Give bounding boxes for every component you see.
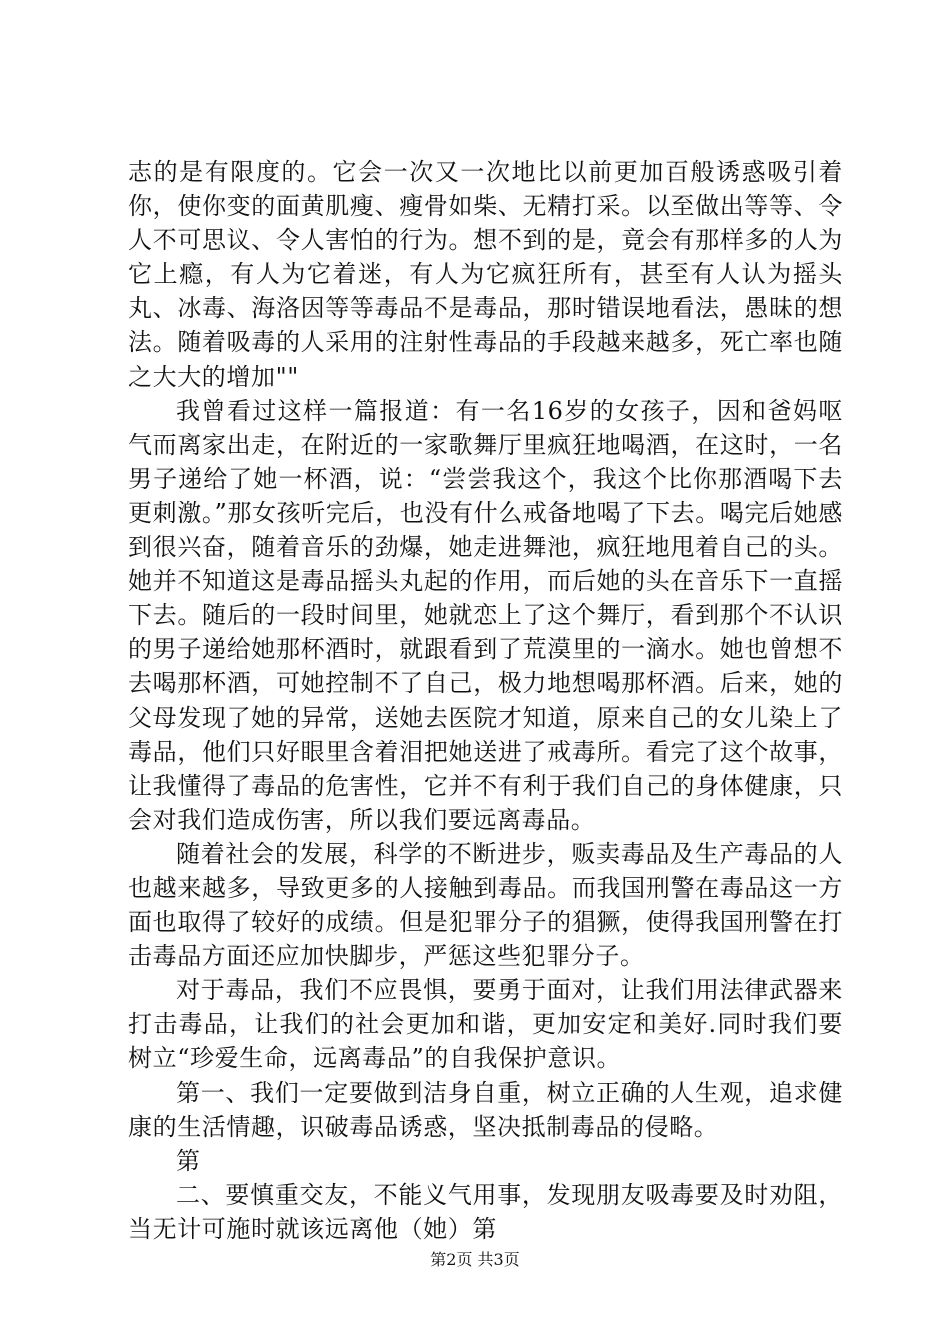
document-body — [128, 155, 843, 1246]
page-number-footer: 第2页 共3页 — [430, 1250, 520, 1269]
paragraph-7: 二、要慎重交友，不能义气用事，发现朋友吸毒要及时劝阻，当无计可施时就该远离他（她）第 — [128, 1180, 843, 1243]
paragraph-6: 第 — [176, 1146, 201, 1175]
paragraph-5: 第一、我们一定要做到洁身自重，树立正确的人生观，追求健康的生活情趣，识破毒品诱惑，坚决抵制毒品的侵略。 — [128, 1078, 843, 1141]
paragraph-3: 随着社会的发展，科学的不断进步，贩卖毒品及生产毒品的人也越来越多，导致更多的人接触到毒品。而我国刑警在毒品这一方面也取得了较好的成绩。但是犯罪分子的猖獗，使得我国刑警在打击毒品方面还应加快脚步，严惩这些犯罪分子。 — [128, 839, 843, 971]
paragraph-4: 对于毒品，我们不应畏惧，要勇于面对，让我们用法律武器来打击毒品，让我们的社会更加和谐，更加安定和美好.同时我们要树立“珍爱生命，远离毒品”的自我保护意识。 — [128, 976, 843, 1073]
paragraph-1: 志的是有限度的。它会一次又一次地比以前更加百般诱惑吸引着你，使你变的面黄肌瘦、瘦骨如柴、无精打采。以至做出等等、令人不可思议、令人害怕的行为。想不到的是，竟会有那样多的人为它上瘾，有人为它着迷，有人为它疯狂所有，甚至有人认为摇头丸、冰毒、海洛因等等毒品不是毒品，那时错误地看法，愚昧的想法。随着吸毒的人采用的注射性毒品的手段越来越多，死亡率也随之大大的增加"" — [128, 158, 843, 391]
paragraph-2: 我曾看过这样一篇报道：有一名16岁的女孩子，因和爸妈呕气而离家出走，在附近的一家歌舞厅里疯狂地喝酒，在这时，一名男子递给了她一杯酒，说：“尝尝我这个，我这个比你那酒喝下去更刺激。”那女孩听完后，也没有什么戒备地喝了下去。喝完后她感到很兴奋，随着音乐的劲爆，她走进舞池，疯狂地甩着自己的头。她并不知道这是毒品摇头丸起的作用，而后她的头在音乐下一直摇下去。随后的一段时间里，她就恋上了这个舞厅，看到那个不认识的男子递给她那杯酒时，就跟看到了荒漠里的一滴水。她也曾想不去喝那杯酒，可她控制不了自己，极力地想喝那杯酒。后来，她的父母发现了她的异常，送她去医院才知道，原来自己的女儿染上了毒品，他们只好眼里含着泪把她送进了戒毒所。看完了这个故事，让我懂得了毒品的危害性，它并不有利于我们自己的身体健康，只会对我们造成伤害，所以我们要远离毒品。 — [128, 396, 843, 834]
